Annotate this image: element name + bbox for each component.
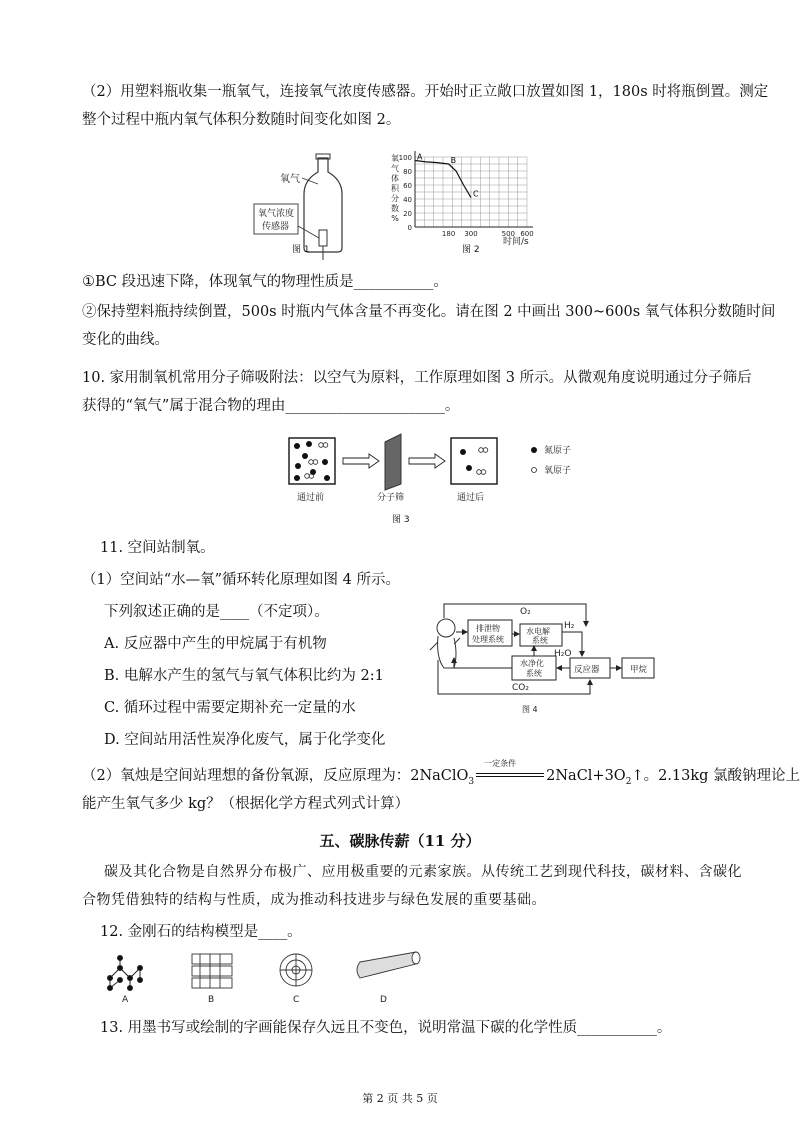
fig4-box2-line1: 水电解 xyxy=(526,627,550,636)
fig3-before: 通过前 xyxy=(297,493,325,503)
q11-option-b: B. 电解水产生的氢气与氧气体积比约为 2:1 xyxy=(104,668,384,684)
fig4-reactor: 反应器 xyxy=(574,665,600,675)
q11-option-c: C. 循环过程中需要定期补充一定量的水 xyxy=(104,700,356,716)
figure-2-chart xyxy=(385,145,545,260)
q11-part2-suffix: ↑。2.13kg 氯酸钠理论上 xyxy=(631,768,800,784)
fig4-box1-line2: 处理系统 xyxy=(472,635,504,644)
q11-part2-line2: 能产生氧气多少 kg？（根据化学方程式列式计算） xyxy=(82,796,410,812)
q12-label-d: D xyxy=(380,995,387,1005)
nanotube-model-icon xyxy=(357,952,420,978)
fullerene-model-icon xyxy=(280,954,312,986)
q9-part2-line1: （2）用塑料瓶收集一瓶氧气，连接氧气浓度传感器。开始时正立敞口放置如图 1，180s 时将瓶倒置。测定 xyxy=(82,84,769,100)
fig3-legend-nitrogen: 氮原子 xyxy=(544,446,572,456)
section-5-title: 五、碳脉传薪（11 分） xyxy=(319,832,481,850)
y-axis-label-char: % xyxy=(391,214,399,223)
figure-3-sieve xyxy=(285,432,525,512)
q11-sub-2: 2 xyxy=(625,776,632,787)
q11-part2-prefix: （2）氧烛是空间站理想的备份氧源，反应原理为：2NaClO xyxy=(82,768,469,784)
y-axis-label-char: 体 xyxy=(391,174,399,183)
q11-option-d: D. 空间站用活性炭净化废气，属于化学变化 xyxy=(104,732,386,748)
q11-part2-mid: 2NaCl+3O xyxy=(546,768,626,784)
q11-stem: 11. 空间站制氧。 xyxy=(100,540,215,556)
x-tick-label: 300 xyxy=(464,230,478,238)
q11-sub-3: 3 xyxy=(468,776,475,787)
fig4-o2: O₂ xyxy=(520,607,531,617)
reaction-condition: 一定条件 xyxy=(484,759,517,768)
y-axis-label-char: 气 xyxy=(391,164,399,173)
fig1-sensor-label-1: 氧气浓度 xyxy=(258,209,295,219)
section-5-intro-line1: 碳及其化合物是自然界分布极广、应用极重要的元素家族。从传统工艺到现代科技，碳材料、含碳化 xyxy=(104,864,742,880)
q11-option-a: A. 反应器中产生的甲烷属于有机物 xyxy=(104,636,327,652)
q9-sub2-line2: 变化的曲线。 xyxy=(82,332,169,348)
q10-line1: 10. 家用制氧机常用分子筛吸附法：以空气为原料，工作原理如图 3 所示。从微观角度说明通过分子筛后 xyxy=(82,370,752,386)
fig1-label-oxygen: 氧气 xyxy=(280,174,300,185)
fig2-caption: 图 2 xyxy=(462,245,480,255)
fig2-xlabel: 时间/s xyxy=(503,237,529,247)
q11-part1: （1）空间站“水—氧”循环转化原理如图 4 所示。 xyxy=(82,572,400,588)
point-label-b: B xyxy=(450,156,457,165)
fig4-caption: 图 4 xyxy=(522,705,538,714)
fig4-methane: 甲烷 xyxy=(630,665,648,675)
fig3-sieve: 分子筛 xyxy=(377,493,405,503)
y-tick-label: 60 xyxy=(403,182,412,190)
y-axis-label-char: 氧 xyxy=(391,154,399,163)
q12-structure-models xyxy=(100,948,430,1006)
q9-sub1: ①BC 段迅速下降，体现氧气的物理性质是___________。 xyxy=(82,274,448,290)
q13-text: 13. 用墨书写或绘制的字画能保存久远且不变色，说明常温下碳的化学性质___________。 xyxy=(100,1020,672,1036)
fig4-h2: H₂ xyxy=(564,621,575,631)
q9-sub2-line1: ②保持塑料瓶持续倒置，500s 时瓶内气体含量不再变化。请在图 2 中画出 300~600s 氧气体积分数随时间 xyxy=(82,304,776,320)
x-tick-label: 500 xyxy=(501,230,516,238)
x-tick-label: 600 xyxy=(520,230,534,238)
figure-4-cycle xyxy=(424,598,709,723)
fig3-after: 通过后 xyxy=(457,493,485,503)
y-axis-label-char: 积 xyxy=(391,184,399,193)
fig3-legend-oxygen: 氧原子 xyxy=(544,466,572,476)
diamond-model-icon xyxy=(108,956,143,991)
fig1-caption: 图 1 xyxy=(292,245,310,255)
q12-label-a: A xyxy=(122,995,129,1005)
section-5-intro-line2: 合物凭借独特的结构与性质，成为推动科技进步与绿色发展的重要基础。 xyxy=(82,892,546,908)
y-tick-label: 20 xyxy=(403,210,412,218)
q10-line2: 获得的“氧气”属于混合物的理由______________________。 xyxy=(82,398,460,414)
page-footer: 第 2 页 共 5 页 xyxy=(362,1092,438,1105)
q12-label-c: C xyxy=(293,995,300,1005)
reaction-condition-arrow xyxy=(474,759,546,783)
fig4-box1-line1: 排泄物 xyxy=(476,624,500,633)
q9-part2-line2: 整个过程中瓶内氧气体积分数随时间变化如图 2。 xyxy=(82,112,401,128)
graphite-model-icon xyxy=(192,954,232,988)
point-label-c: C xyxy=(473,189,479,199)
y-tick-label: 100 xyxy=(398,154,412,162)
x-tick-label: 180 xyxy=(441,230,456,238)
y-tick-label: 80 xyxy=(403,168,412,176)
q11-ask: 下列叙述正确的是____（不定项）。 xyxy=(104,604,329,620)
fig3-caption: 图 3 xyxy=(392,515,410,525)
fig1-sensor-label-2: 传感器 xyxy=(262,222,290,232)
y-tick-label: 0 xyxy=(407,224,412,232)
q12-label-b: B xyxy=(208,995,215,1005)
astronaut-icon xyxy=(430,619,460,668)
y-axis-label-char: 分 xyxy=(391,194,399,203)
y-tick-label: 40 xyxy=(403,196,412,204)
fig4-box2-line2: 系统 xyxy=(532,636,548,645)
fig4-box3-line1: 水净化 xyxy=(520,659,544,668)
fig4-co2: CO₂ xyxy=(512,683,529,693)
figure-3-legend xyxy=(528,440,598,480)
q12-text: 12. 金刚石的结构模型是____。 xyxy=(100,924,302,940)
fig4-box3-line2: 系统 xyxy=(526,669,542,678)
q11-part2-line1 xyxy=(82,759,800,792)
fig4-h2o: H₂O xyxy=(554,649,572,659)
point-label-a: A xyxy=(417,152,423,162)
y-axis-label-char: 数 xyxy=(391,204,399,213)
